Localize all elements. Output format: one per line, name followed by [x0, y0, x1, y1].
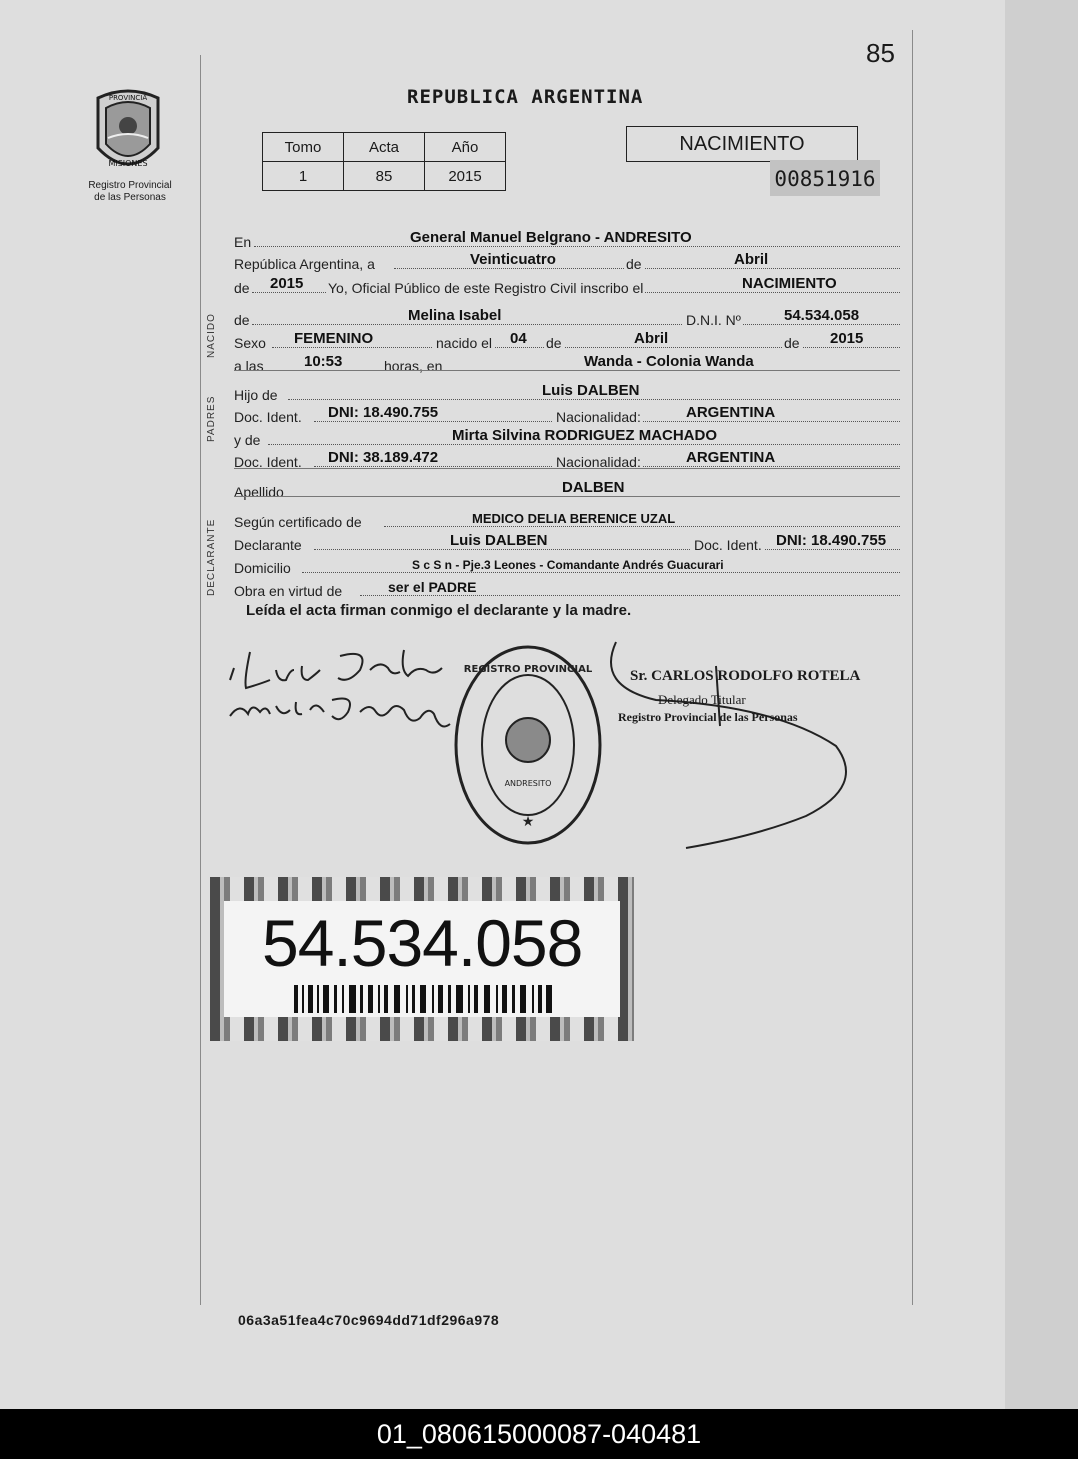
value-sexo: FEMENINO — [294, 330, 374, 347]
value-declarante: Luis DALBEN — [450, 532, 548, 549]
line-hijo — [234, 379, 900, 403]
value-doc1: DNI: 18.490.755 — [328, 404, 439, 421]
value-padre: Luis DALBEN — [542, 382, 640, 399]
label-nacido: nacido el — [432, 335, 494, 351]
label-apellido: Apellido — [234, 484, 284, 500]
value-certificado: MEDICO DELIA BERENICE UZAL — [472, 511, 676, 526]
line-domicilio — [234, 552, 900, 576]
label-doc2: Doc. Ident. — [234, 454, 302, 470]
line-sexo — [234, 327, 900, 351]
page-number: 85 — [866, 38, 895, 68]
label-domicilio: Domicilio — [234, 560, 291, 576]
line-doc1 — [234, 401, 900, 425]
header-acta: Acta — [344, 133, 425, 162]
background-edge — [1000, 0, 1078, 1409]
closing-statement: Leída el acta firman conmigo el declarante y la madre. — [246, 602, 632, 619]
page-border-left — [200, 55, 201, 1305]
label-de2: de — [234, 280, 250, 296]
label-republica: República Argentina, a — [234, 256, 375, 272]
side-label-padres: PADRES — [206, 395, 217, 442]
value-madre: Mirta Silvina RODRIGUEZ MACHADO — [452, 427, 718, 444]
value-doc3: DNI: 18.490.755 — [776, 532, 887, 549]
svg-text:★: ★ — [521, 813, 535, 829]
value-dia: Veinticuatro — [470, 251, 556, 268]
label-nacionalidad1: Nacionalidad: — [552, 409, 643, 425]
value-anio: 2015 — [425, 162, 506, 191]
line-declarante — [234, 529, 900, 553]
line-inscribo — [234, 272, 900, 296]
document-title: REPUBLICA ARGENTINA — [407, 86, 644, 108]
value-obra: ser el PADRE — [388, 579, 477, 595]
line-republica — [234, 248, 900, 272]
header-anio: Año — [425, 133, 506, 162]
label-hijo: Hijo de — [234, 387, 278, 403]
label-sexo: Sexo — [234, 335, 266, 351]
line-certificado — [234, 506, 900, 530]
label-doc1: Doc. Ident. — [234, 409, 302, 425]
label-nacionalidad2: Nacionalidad: — [552, 454, 643, 470]
value-nac-anio: 2015 — [830, 330, 864, 347]
svg-text:MISIONES: MISIONES — [108, 159, 148, 168]
value-tomo: 1 — [263, 162, 344, 191]
value-lugar: Wanda - Colonia Wanda — [584, 353, 754, 370]
record-table — [262, 132, 506, 191]
label-en: En — [234, 234, 252, 250]
page-border-right — [912, 30, 913, 1305]
official-title: Delegado Titular — [658, 692, 746, 707]
value-nombre: Melina Isabel — [408, 307, 502, 324]
svg-text:ANDRESITO: ANDRESITO — [504, 779, 552, 788]
province-seal-logo — [90, 88, 166, 178]
sticker-label-area — [224, 901, 620, 1017]
svg-text:PROVINCIA: PROVINCIA — [108, 94, 148, 102]
record-type-box: NACIMIENTO — [626, 126, 858, 162]
security-sticker — [210, 877, 634, 1041]
label-de1: de — [626, 256, 642, 272]
svg-text:REGISTRO PROVINCIAL: REGISTRO PROVINCIAL — [463, 664, 593, 675]
value-nac-mes: Abril — [634, 330, 669, 347]
line-madre — [234, 424, 900, 448]
value-hora: 10:53 — [304, 353, 343, 370]
label-inscribo: Yo, Oficial Público de este Registro Civil inscribo el — [328, 280, 644, 296]
label-horas: horas, en — [384, 358, 443, 374]
line-en — [234, 226, 900, 250]
value-nacionalidad1: ARGENTINA — [686, 404, 776, 421]
label-obra: Obra en virtud de — [234, 583, 343, 599]
value-mes: Abril — [734, 251, 769, 268]
value-acta: 85 — [344, 162, 425, 191]
document-hash: 06a3a51fea4c70c9694dd71df296a978 — [238, 1312, 500, 1328]
header-tomo: Tomo — [263, 133, 344, 162]
label-yde: y de — [234, 432, 261, 448]
value-anio-texto: 2015 — [270, 275, 304, 292]
line-nombre — [234, 304, 900, 328]
sticker-number: 54.534.058 — [262, 906, 583, 980]
value-en: General Manuel Belgrano - ANDRESITO — [410, 229, 692, 246]
official-name: Sr. CARLOS RODOLFO ROTELA — [630, 668, 861, 684]
value-domicilio: S c S n - Pje.3 Leones - Comandante Andrés Guacurari — [412, 558, 724, 572]
label-de3: de — [234, 312, 250, 328]
label-dni: D.N.I. Nº — [682, 312, 743, 328]
handwritten-signatures — [220, 640, 470, 750]
side-label-nacido: NACIDO — [206, 313, 217, 358]
separator — [234, 496, 900, 497]
value-nac-dia: 04 — [510, 330, 527, 347]
registry-caption-line2: de las Personas — [94, 192, 166, 203]
value-doc2: DNI: 38.189.472 — [328, 449, 439, 466]
registry-caption — [70, 180, 190, 204]
label-declarante: Declarante — [234, 537, 302, 553]
serial-number: 00851916 — [770, 160, 880, 196]
separator — [234, 370, 900, 371]
line-obra — [234, 575, 900, 599]
value-inscribo: NACIMIENTO — [742, 275, 837, 292]
registry-caption-line1: Registro Provincial — [88, 180, 172, 191]
value-apellido: DALBEN — [562, 479, 625, 496]
official-office: Registro Provincial de las Personas — [618, 710, 798, 724]
barcode-graphic — [294, 985, 564, 1013]
value-dni: 54.534.058 — [784, 307, 860, 324]
label-doc3: Doc. Ident. — [690, 537, 764, 553]
footer-id: 01_080615000087-040481 — [376, 1419, 702, 1449]
footer-id-bar — [0, 1409, 1078, 1459]
separator — [234, 468, 900, 469]
label-alas: a las — [234, 358, 264, 374]
official-stamp — [448, 640, 608, 850]
value-nacionalidad2: ARGENTINA — [686, 449, 776, 466]
label-certificado: Según certificado de — [234, 514, 362, 530]
label-de5: de — [784, 335, 800, 351]
label-de4: de — [546, 335, 562, 351]
line-doc2 — [234, 446, 900, 470]
side-label-declarante: DECLARANTE — [206, 518, 217, 596]
